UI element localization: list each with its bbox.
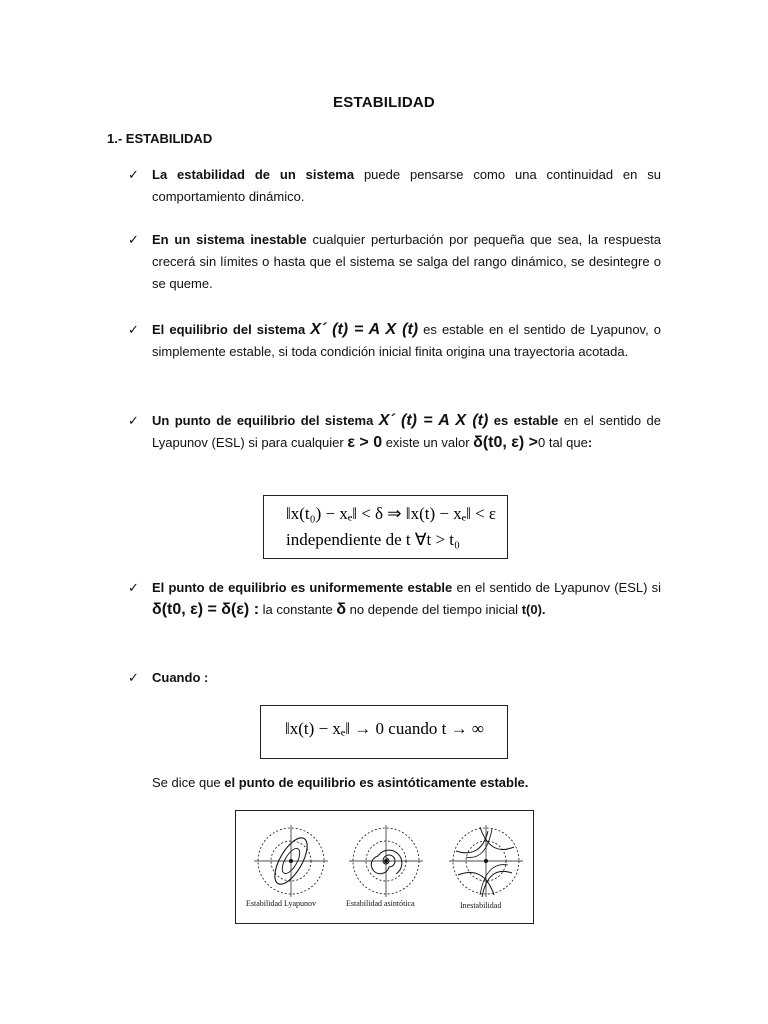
asymptotic-portrait <box>349 825 423 897</box>
caption-instability: Inestabilidad <box>460 901 502 910</box>
formula-line: ‖x(t) − xₑ‖ → 0 cuando t → ∞ <box>285 719 484 738</box>
delta-value: δ(t0, ε) > <box>473 434 538 451</box>
bold-text: La estabilidad de un sistema <box>152 167 355 182</box>
body-text: es estable en el sentido de Lyapunov, o simplemente estable, si toda condición inicial finita origina una trayectoria acotada. <box>152 322 661 359</box>
colon: : <box>587 435 593 450</box>
checkmark-icon: ✓ <box>128 167 139 182</box>
bullet-stability-definition <box>130 164 661 208</box>
asymptotic-stability-sentence <box>152 775 528 790</box>
body-text: en el sentido de Lyapunov (ESL) si para cualquier <box>152 413 661 450</box>
epsilon-condition: ε > 0 <box>347 434 383 451</box>
caption-lyapunov: Estabilidad Lyapunov <box>246 899 316 908</box>
formula-box-asymptotic <box>260 705 508 759</box>
body-text: puede pensarse como una continuidad en su comportamiento dinámico. <box>152 167 661 204</box>
caption-asymptotic: Estabilidad asintótica <box>346 899 415 908</box>
bold-text: el punto de equilibrio es asintóticamente estable. <box>224 775 529 790</box>
checkmark-icon: ✓ <box>128 670 139 685</box>
stability-figure <box>235 810 534 924</box>
checkmark-icon: ✓ <box>128 580 139 595</box>
bullet-lyapunov-equilibrium <box>130 319 661 363</box>
bullet-when <box>130 667 661 689</box>
bold-text: El equilibrio del sistema <box>152 322 311 337</box>
checkmark-icon: ✓ <box>128 322 139 337</box>
section-heading: 1.- ESTABILIDAD <box>107 131 213 146</box>
checkmark-icon: ✓ <box>128 413 139 428</box>
body-text: 0 tal que <box>538 435 588 450</box>
bold-text: En un sistema inestable <box>152 232 307 247</box>
document-title: ESTABILIDAD <box>333 94 435 111</box>
body-text: cualquier perturbación por pequeña que sea, la respuesta crecerá sin límites o hasta que el sistema se salga del rango dinámico, se desintegre o se queme. <box>152 232 661 291</box>
delta-condition: δ(t0, ε) = δ(ε) : <box>152 601 260 618</box>
bullet-equilibrium-point-esl <box>130 410 661 454</box>
formula-box-stability <box>263 495 508 559</box>
body-text: la constante <box>259 602 337 617</box>
body-text: en el sentido de Lyapunov (ESL) si <box>452 580 661 595</box>
bold-text: El punto de equilibrio es uniformemente estable <box>152 580 453 595</box>
bold-text: es estable <box>488 413 559 428</box>
bullet-unstable-system <box>130 229 661 295</box>
formula-line: ‖x(t₀) − xₑ‖ < δ ⇒ ‖x(t) − xₑ‖ < ε <box>286 504 497 523</box>
checkmark-icon: ✓ <box>128 232 139 247</box>
body-text: existe un valor <box>382 435 474 450</box>
instability-portrait <box>449 825 523 897</box>
body-text: no depende del tiempo inicial <box>346 602 522 617</box>
bold-text: t(0). <box>521 602 546 617</box>
delta-symbol: δ <box>336 601 347 618</box>
equation-text: X´ (t) = A X (t) <box>378 412 489 429</box>
bold-text: Un punto de equilibrio del sistema <box>152 413 379 428</box>
lyapunov-portrait <box>254 825 328 897</box>
equation-text: X´ (t) = A X (t) <box>310 321 419 338</box>
formula-line: independiente de t ∀t > t₀ <box>286 530 460 549</box>
body-text: Se dice que <box>152 775 225 790</box>
bullet-uniformly-stable <box>130 577 661 621</box>
bold-text: Cuando : <box>152 670 209 685</box>
